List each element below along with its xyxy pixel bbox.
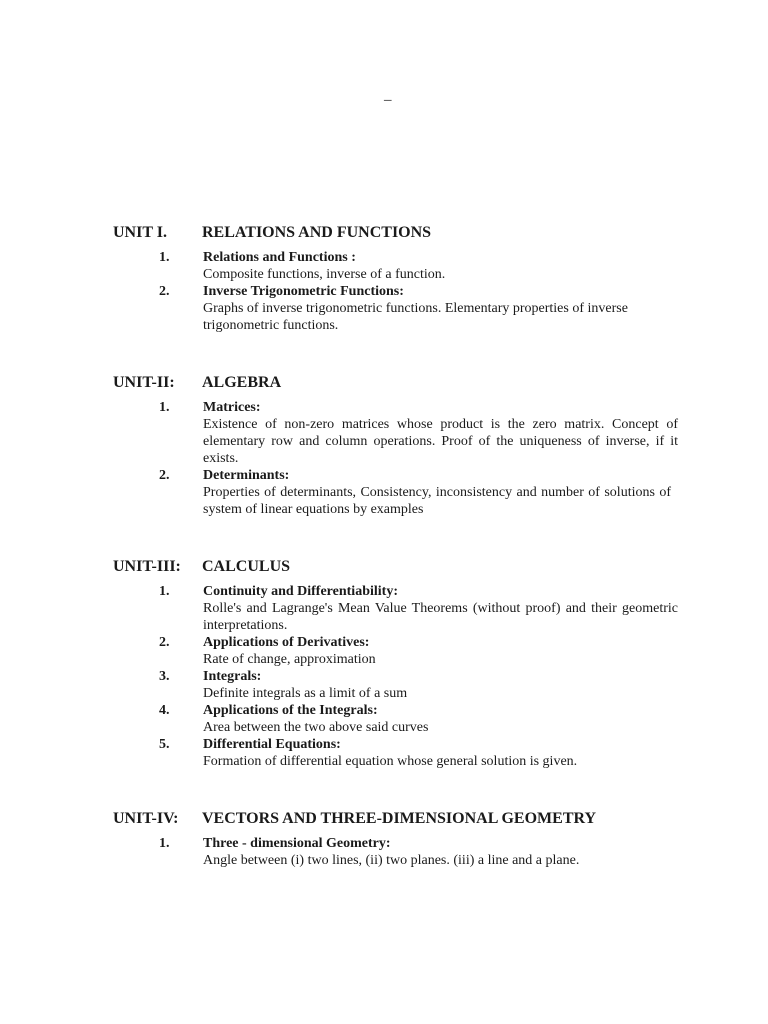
topic-description: Formation of differential equation whose general solution is given.: [203, 754, 578, 769]
topic-number: 1.: [159, 836, 170, 851]
unit-id: UNIT I.: [113, 224, 167, 241]
unit-title: CALCULUS: [202, 558, 291, 575]
unit-heading: [113, 374, 678, 394]
unit-title: RELATIONS AND FUNCTIONS: [202, 224, 432, 241]
topic-description: Properties of determinants, Consistency, inconsistency and number of solutions of system of linear equations by examples: [203, 485, 671, 517]
topic-description: Definite integrals as a limit of a sum: [203, 686, 408, 701]
topic-number: 5.: [159, 737, 170, 752]
topic-number: 1.: [159, 400, 170, 415]
topic-number: 2.: [159, 284, 170, 299]
topic-title: Inverse Trigonometric Functions:: [203, 284, 404, 299]
topic-number: 2.: [159, 635, 170, 650]
topic-item: [113, 399, 678, 467]
unit-title: ALGEBRA: [202, 374, 282, 391]
topic-item: [113, 249, 678, 283]
unit-section-4: [113, 810, 678, 869]
unit-section-3: [113, 558, 678, 770]
topic-title: Relations and Functions :: [203, 250, 356, 265]
topic-number: 2.: [159, 468, 170, 483]
page-top-mark: –: [384, 92, 392, 108]
topic-item: [113, 467, 678, 518]
unit-id: UNIT-IV:: [113, 810, 179, 827]
topic-item: [113, 702, 678, 736]
topic-description: Area between the two above said curves: [203, 720, 429, 735]
topic-description: Rate of change, approximation: [203, 652, 376, 667]
topic-item: [113, 583, 678, 634]
topic-description: Rolle's and Lagrange's Mean Value Theorems (without proof) and their geometric interpretations.: [203, 601, 678, 633]
topic-title: Applications of the Integrals:: [203, 703, 378, 718]
topic-title: Three - dimensional Geometry:: [203, 836, 391, 851]
topic-title: Integrals:: [203, 669, 262, 684]
topic-item: [113, 634, 678, 668]
topic-number: 4.: [159, 703, 170, 718]
unit-heading: [113, 810, 678, 830]
topic-description: Graphs of inverse trigonometric functions. Elementary properties of inverse trigonometric functions.: [203, 301, 628, 333]
topic-title: Matrices:: [203, 400, 261, 415]
topic-title: Differential Equations:: [203, 737, 341, 752]
topic-number: 1.: [159, 584, 170, 599]
topic-item: [113, 283, 678, 334]
topic-description: Existence of non-zero matrices whose product is the zero matrix. Concept of elementary row and column operations. Proof of the uniqueness of inverse, if it exists.: [203, 417, 678, 466]
topic-title: Applications of Derivatives:: [203, 635, 370, 650]
topic-item: [113, 668, 678, 702]
unit-heading: [113, 224, 678, 244]
topic-number: 1.: [159, 250, 170, 265]
topic-title: Determinants:: [203, 468, 290, 483]
topic-title: Continuity and Differentiability:: [203, 584, 398, 599]
unit-id: UNIT-II:: [113, 374, 175, 391]
topic-item: [113, 835, 678, 869]
topic-description: Composite functions, inverse of a function.: [203, 267, 446, 282]
unit-section-2: [113, 374, 678, 518]
topic-item: [113, 736, 678, 770]
topic-description: Angle between (i) two lines, (ii) two planes. (iii) a line and a plane.: [203, 853, 580, 868]
unit-title: VECTORS AND THREE-DIMENSIONAL GEOMETRY: [202, 810, 597, 827]
topic-number: 3.: [159, 669, 170, 684]
unit-section-1: [113, 224, 678, 334]
unit-heading: [113, 558, 678, 578]
unit-id: UNIT-III:: [113, 558, 181, 575]
